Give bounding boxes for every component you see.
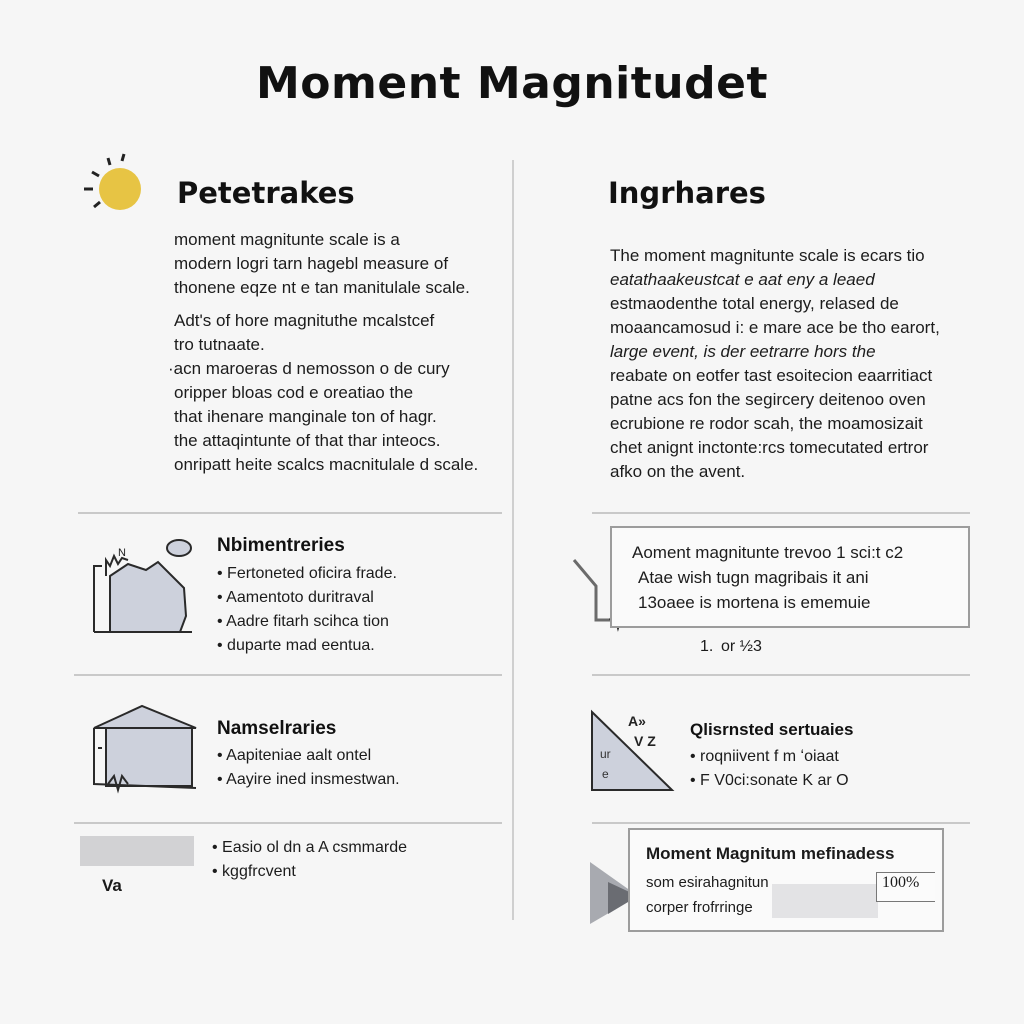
box-line: Atae wish tugn magribais it ani [638, 568, 869, 587]
section-rule [592, 674, 970, 676]
section-rule [74, 674, 502, 676]
section-rule [74, 822, 502, 824]
triangle-label: V Z [634, 733, 656, 749]
paragraph-line: ·acn maroeras d nemosson o de cury [168, 359, 450, 378]
column-divider [512, 160, 514, 920]
list-item: • Fertoneted oficira frade. [217, 565, 397, 582]
sun-icon [82, 152, 146, 218]
section-rule [592, 512, 970, 514]
box-line: corper frofrringe [646, 899, 753, 916]
box-footnote: 1. or ½3 [700, 638, 762, 655]
paragraph-line: large event, is der eetrarre hors the [610, 342, 876, 361]
summary-box-lines [646, 870, 769, 920]
paragraph-line: eatathaakeustcat e aat eny a leaed [610, 270, 875, 289]
list-item: • Aadre fitarh scihca tion [217, 613, 389, 630]
paragraph-line: moaancamosud i: e mare ace be tho earort, [610, 318, 940, 337]
box-line: som esirahagnitun [646, 874, 769, 891]
paragraph-line: patne acs fon the segircery deitenoo oven [610, 390, 926, 409]
list-item: • kggfrcvent [212, 863, 296, 880]
summary-gray-bar [772, 884, 878, 918]
paragraph-line: reabate on eotfer tast esoitecion eaarritiact [610, 366, 933, 385]
paragraph-line: chet anignt inctonte:rcs tomecutated ertror [610, 438, 929, 457]
paragraph-line: modern logri tarn hagebl measure of [174, 254, 449, 273]
section-heading-qlisrnsted: Qlisrnsted sertuaies [690, 720, 854, 739]
paragraph-line: moment magnitunte scale is a [174, 230, 400, 249]
triangle-label: A» [628, 713, 646, 729]
section-rule [78, 512, 502, 514]
list-item: • roqniivent f m ʻoiaat [690, 748, 839, 765]
list-item: • Easio ol dn a A csmmarde [212, 839, 408, 856]
gray-bar [80, 836, 194, 866]
section-heading-nbimentreries: Nbimentreries [217, 535, 345, 556]
paragraph-line: oripper bloas cod e oreatiao the [174, 383, 414, 402]
left-heading: Petetrakes [177, 176, 355, 210]
list-item: • Aapiteniae aalt ontel [217, 747, 372, 764]
paragraph-line: afko on the avent. [610, 462, 746, 481]
paragraph-line: The moment magnitunte scale is ecars tio [610, 246, 925, 265]
box-line: Aoment magnitunte trevoo 1 sci:t c2 [632, 543, 904, 562]
paragraph-line: that ihenare manginale ton of hagr. [174, 407, 437, 426]
section-heading-namselraries: Namselraries [217, 718, 337, 739]
paragraph-line: onripatt heite scalcs macnitulale d scale. [174, 455, 479, 474]
list-item: • F V0ci:sonate K ar O [690, 772, 849, 789]
paragraph-line: thonene eqze nt e tan manitulale scale. [174, 278, 470, 297]
paragraph-line: tro tutnaate. [174, 335, 265, 354]
landslide-diagram-icon [88, 536, 208, 636]
page-title: Moment Magnitudet [256, 58, 768, 109]
bar-label: Va [102, 876, 122, 895]
left-paragraph [168, 228, 479, 477]
house-diagram-icon [88, 704, 200, 794]
right-heading: Ingrhares [608, 176, 766, 210]
triangle-label: e [602, 767, 609, 781]
section-list [212, 836, 407, 884]
box-line: 13oaee is mortena is ememuie [638, 593, 871, 612]
box-text [632, 540, 903, 615]
section-rule [592, 822, 970, 824]
list-item: • Aayire ined insmestwan. [217, 771, 400, 788]
paragraph-line: the attaqintunte of that thar inteocs. [174, 431, 441, 450]
percent-value: 100% [882, 874, 920, 891]
list-item: • Aamentoto duritraval [217, 589, 374, 606]
section-list [217, 562, 397, 658]
list-item: • duparte mad eentua. [217, 637, 375, 654]
paragraph-line: ecrubione re rodor scah, the moamosizait [610, 414, 923, 433]
triangle-label: ur [600, 747, 611, 761]
section-list [217, 744, 400, 792]
paragraph-line: estmaodenthe total energy, relased de [610, 294, 899, 313]
paragraph-line: Adt's of hore magnituthe mcalstcef [174, 311, 435, 330]
section-list [690, 745, 849, 793]
diagram-label: N [118, 547, 126, 559]
summary-box-heading: Moment Magnitum mefinadess [646, 844, 895, 863]
right-paragraph [610, 244, 940, 484]
triangle-diagram-icon [588, 708, 698, 792]
